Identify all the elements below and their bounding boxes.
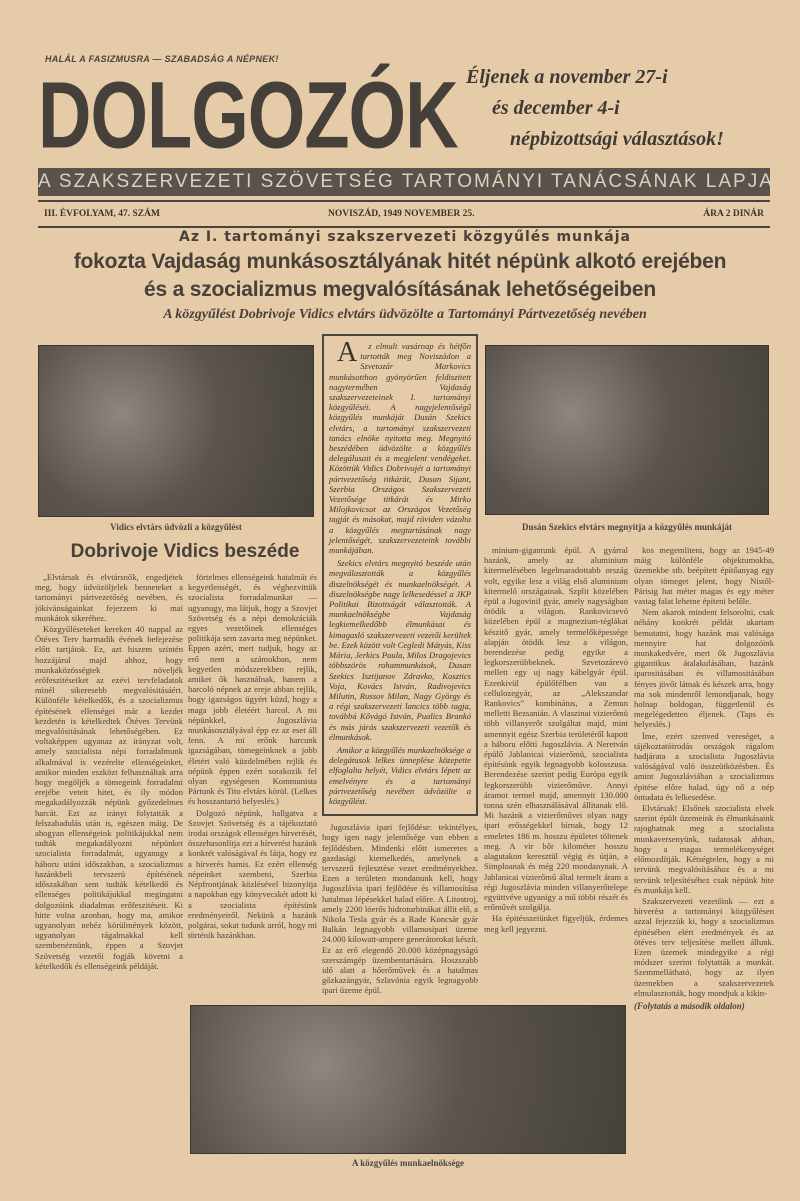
- paragraph: Jugoszlávia ipari fejlődése: tekintélyes, hogy igen nagy jelentősége van ebben a fejlődésben. Mindenki előtt ismeretes a gazdasági kiemelkedés, amelynek a tervszerű fejlesztése vezet eredményekhez. Ezen a területen mondanunk kell, hogy Jugoszlávia ipari fejlődése és villamosítása hatalmas lépésekkel halad előre. A Litostroj, amely 2200 lóerős hidroturbinákat állít elő, a Nikola Tesla gyár és a Rade Koncsár gyár Balkán legnagyobb villamosipari üzeme 24.000 kilowatt-ampere generátorokat készít. Ez az erő elegendő 20.000 középnagyságú szerszámgép üzembentartására. Hoszszabb idő alatt a hőerőművek és a hatalmas gőzkazángyár, Szlavónia egyik legnagyobb ipari üzeme épül.: [322, 822, 478, 996]
- paragraph: Dolgozó népünk, hallgatva a Szovjet Szövetség és a tájékoztató irodai országok ellenséges hirverését, összehasonlítja ezt a hírverést hazánk konkrét valóságával és látja, hogy ez a hírverés hamis. Ez ezért ellenség népeinket szembeni, Szerbia Népfrontjának közlésével bizonyítja a napokban egy könyvecskét adott ki a szocialista építésünk eredményeiről. Nekünk a hazánk polgárai, sokat tudunk arról, hogy mi történik hazánkban.: [188, 807, 317, 941]
- paragraph: minium-gigantunk épül. A gyárral hazánk, amely az aluminium kitermelésében legelmaradottabb ország volt, egyike lesz a világ első aluminium kitermelő országainak. Szplit közelében épül a Jugovinil gyár, amely nagyságban ötödik a világon. Rankovicsevó közelében épül a magnezium-téglákat készitő gyár, amely termelőképessége alapján ötödik lesz a világon, berendezése pedig egyike a legkorszerübbeknek. Szvetozárevó mellett egy uj nagy kábelgyár épül. Ezenkivül épülőfélben van a cellulozegyár, az „Alekszandar Rankovics” kombinátus, a Zemun melletti Bezsanián. A vlaszinai vizierőmü több villanyerőt szolgáltat majd, mint amennyit egész Szerbia területéről kapott a háboru előtti Jugoszlávia. A Neretván épülő Jablanicai vizierőmü, szocialista építésünk egyik legnagyobb kolosszusa. Berendezése szerint pedig Európa egyik legkorszerübb vizierőműve. Annyi áramot termel majd, amennyit 130.000 tonna szén elhasználásával állitanak elő. Mi hazánk a vizierőművei olyan nagy ipari erősségekkel bírnak, hogy 12 emeletes 186 m. hosszu épületet töltenek meg. A vir bőr kilométer hosszu alagutakon keresztül végig és útján, a Simploanak és még 220 mondanynak. A Jablanicai vizierőmű által termelt áram a régi Jugoszlávia minden villanyerőtelepe együttvéve ugyanígy a mű többi részét és erőművét szolgálja.: [484, 545, 628, 913]
- price: ÁRA 2 DINÁR: [703, 209, 764, 219]
- masthead-subtitle-banner: A SZAKSZERVEZETI SZÖVETSÉG TARTOMÁNYI TANÁCSÁNAK LAPJA: [38, 168, 770, 196]
- middle-column: [322, 334, 478, 997]
- issue-info-row: [38, 200, 770, 228]
- slogan-line: népbizottsági választások!: [510, 128, 724, 150]
- lead-kicker: Az I. tartományi szakszervezeti közgyűlés munkája: [178, 229, 631, 245]
- intro-paragraph: Szekics elvtárs megnyitó beszéde után megválasztották a közgyűlés diszelnökségét és munkaelnökségét. A diszelnökségbe nagy lelkesedéssel a JKP Politikai Bizottságát választották. A munkaelnökségbe Vajdaság legkiemelkedőbb élmunkásai és kimagasló szakszervezeti vezetői kerültek be. Ezek között volt Cegledi Mátyás, Kiss Mária, Jerkics Paula, Milos Dragojevics többszörös rohammunkások, Dusan Szekics Isztijanov Zdravko, Kosztics Voja, Kovács István, Radivojevics Milutin, Russov Milan, Nagy György és a régi szakszervezeti lancics több tagja, továbbá Kővágó István, Pualics Brankó és más járás szakszervezeti vezetők és élmunkások.: [329, 558, 471, 742]
- dateline: NOVISZÁD, 1949 NOVEMBER 25.: [328, 209, 475, 219]
- paragraph: „Elvtársak és elvtársnők, engedjétek meg, hogy üdvözöljelek benneteket a tartományi pártvezetőség nevében, és jókivánságainkat fejezzem ki mai munkátok sikeréhez.: [35, 572, 183, 623]
- election-slogan: [466, 62, 786, 155]
- article-column-4: [484, 545, 628, 935]
- photo-caption: Vidics elvtárs üdvözli a közgyűlést: [110, 522, 242, 532]
- drop-cap: A: [337, 337, 358, 368]
- section-heading: Dobrivoje Vidics beszéde: [70, 541, 300, 562]
- paragraph: Íme, ezért szenved vereséget, a tájékoztatóirodás országok rágalom hadjárata a szocialista Jugoszlávia valóságával való összeütközésben. És amint Jugoszláviában a szocializmus épitése előre halad, úgy nő a nép öntudata és lelkesedése.: [634, 730, 774, 802]
- headline-line: fokozta Vajdaság munkásosztályának hitét népünk alkotó erejében: [73, 250, 727, 273]
- photo-szekics: [485, 345, 769, 515]
- article-column-3: [322, 822, 478, 995]
- paragraph: Ha épitésszeiünket figyeljük, érdemes meg kell jegyezni.: [484, 913, 628, 934]
- intro-paragraph: Amikor a közgyűlés munkaelnöksége a delegátusok lelkes ünneplése közepette elfoglalta helyét, Vidics elvtárs lépett az emelvényre és a tartományi pártvezetőség nevében üdvözölte a közgyűlést.: [329, 744, 471, 806]
- photo-caption: Dusán Szekics elvtárs megnyitja a közgyűlés munkáját: [521, 522, 732, 532]
- article-column-2: [188, 572, 317, 941]
- intro-paragraph: z elmult vasárnap és hétfőn tartották meg Noviszádon a Szvetozár Markovics munkásotthon gyönyörűen feldiszitett nagytermében Vajdaság szakszervezeteinek I. tartományi közgyűlését. A nagyjelentőségű közgyűlés munkáját Dusán Szekics elvtárs, a tartományi szakszervezeti tanács elnöke nyitotta meg. Megnyitó beszédében üdvözölte a közgyűlés delegálusait és a megjelent vendégeket. Közöttük Vidics Dobrivojét a tartományi pártvezetőség titkárát, Dusan Sijant, Szerbia Országos Szakszervezeti Vezetősége titkárát és Mirko Milojkovicsot az Országos Vezetőség tagját és másokat, majd röviden vázolta a közgyűlés megtartásának nagy jelentőségét, szakszervezeteink további munkájában.: [329, 341, 471, 556]
- headline-line: és a szocializmus megvalósításának lehetőségeiben: [144, 278, 656, 301]
- photo-presidium: [190, 1005, 626, 1154]
- article-column-5: [634, 545, 774, 1012]
- continued-note: (Folytatás a második oldalon): [634, 1000, 745, 1011]
- paragraph: Elvtársak! Elsőnek szocialista elvek szerint épült üzemeink és élmunkásaink rajoghatnak meg a szocialista munkaversenyünk, tudatosak abban, hogy a magas termelékenységet előmozdítják. Kétségtelen, hogy a mi tervünk megvalósításához és a mi tervünk teljesítéséhez csak népünk hite és munkája kell.: [634, 803, 774, 895]
- paragraph: Nem akarok mindent felsorolni, csak néhány konkrét példát akartam bemutatni, hogy hazánk mai valósága mennyire hat dolgozóink munkakedvére, mert ők Jugoszlávia gigantikus átalakulásában, hazánk iparositásában és villamositásában fényes jövőt látnak és készek arra, hogy ma sok mindenről lemondjanak, hogy holnap boldogan, függetlenül és megelégedetten éljenek. (Taps és helyeslés.): [634, 607, 774, 730]
- paragraph: förtelmes ellenségeink hatalmát és kegyetlenségét, és véghezvittük szocialista forradalmunkat — ugyanugy, ma látjuk, hogy a Szovjet Szövetség és a népi demokráciák egyes vezetőinek ellenséges politikája sem zavarta meg népünket. Éppen azért, mert tudjuk, hogy az erő nem a számokban, nem kegyetlen módszerekben rejlik, amiket ők használnak, hanem a harcoló népnek az ereje abban rejlik, hogy igazságos ügyért küzd, hogy a maga jobb életéért harcol. A mi népünkkel, Jugoszlávia munkásosztályával épp ez az eset áll fenn. A mi erőnk harcunk igazságában, tömegeinknek a jobb életért való küzdelmében rejlik és népünk éppen ezért sorakozik fel olyan egységesen Kommunista Pártunk és Tito elvtárs körül. (Lelkes és hosszantartó helyeslés.): [188, 572, 317, 807]
- photo-caption: A közgyűlés munkaelnöksége: [351, 1158, 465, 1168]
- paragraph: Szakszervezeti vezetőink — ezt a hírverést a tartományi közgyűlésen azzal fejezzük ki, hogy a szocializmus épitésében elért eredmények és az ötéves terv teljesítése mellett állunk. Ezen üzemek mindegyike a régi módszer szerint folytatták a munkát. Szemmellátható, hogy az ilyen üzemekben a szakszervezetek elmulasztották, hogy mondjuk a kikin-: [634, 895, 774, 998]
- newspaper-logo: DOLGOZÓK: [38, 61, 458, 168]
- intro-box: [322, 334, 478, 816]
- slogan-line: Éljenek a november 27-i: [466, 66, 668, 88]
- lead-headline: [20, 248, 780, 304]
- article-column-1: [35, 572, 183, 972]
- paragraph: kos megemliteni, hogy az 1945-49 máig különféle objektumokba, üzemekbe stb. beépített építőanyag egy olyan tömeget jelent, hogy Nistől-Párisig hat méter magas és egy méter vastag falat lehetne építeni belőle.: [634, 545, 774, 607]
- paragraph: Közgyűléseteket kereken 40 nappal az Ötéves Terv harmadik évének befejezése előtt tartjátok. Ez, azt hiszem szintén hozzájárul majd ahhoz, hogy munkaközösségtek növeljék erőfeszitéseiket az ezévi tervfeladatok minél sikeresebb megvalósitásáért. Különféle kételkedők, és a szocializmus építésének ellenségei már a kezdet kezdetén is kételkedtek Ötéves Tervünk megvalósitásának lehetőségében. Ez voltaképpen ugyanaz az irányzat volt, amely szocialista népi forradalmunk alkalmával is vezérelte ellenségeinket, amikor minden eszközt felhasználtak arra hogy megöljék a tömegeink forradalmi erejébe vetett hitet, és ily módon megakadályozzák népünk győzedelmes harcát. Ezt az irányt folytatták a felszabadulás után is, egészen máig. De ahogyan ellenségeink politikájukkal nem tudták megakadályozni népünket szocialista forradalmát, ugyanugy a háboru utáni időszakban, a szocializmus hazánkbeli tervszerü építésének időszakában sem tudták kételkedő és ellenséges politikájukkal megingatni dolgozóink diadalmas erőfeszitéseit. Ki hitte volna azonban, hogy ma, amikor ugyanolyan nehéz körülmények között, ugyanolyan rágalmakkal kell szembenéznünk, éppen a Szovjet Szövetség vezetői fogják követni a kételkedők és ellenségeink példáját.: [35, 624, 183, 971]
- masthead-motto: HALÁL A FASIZMUSRA — SZABADSÁG A NÉPNEK!: [45, 54, 279, 64]
- photo-vidics: [38, 345, 314, 517]
- lead-subhead: A közgyűlést Dobrivoje Vidics elvtárs üdvözölte a Tartományi Pártvezetőség nevében: [163, 307, 647, 322]
- issue-number: III. ÉVFOLYAM, 47. SZÁM: [44, 209, 160, 219]
- slogan-line: és december 4-i: [492, 97, 620, 119]
